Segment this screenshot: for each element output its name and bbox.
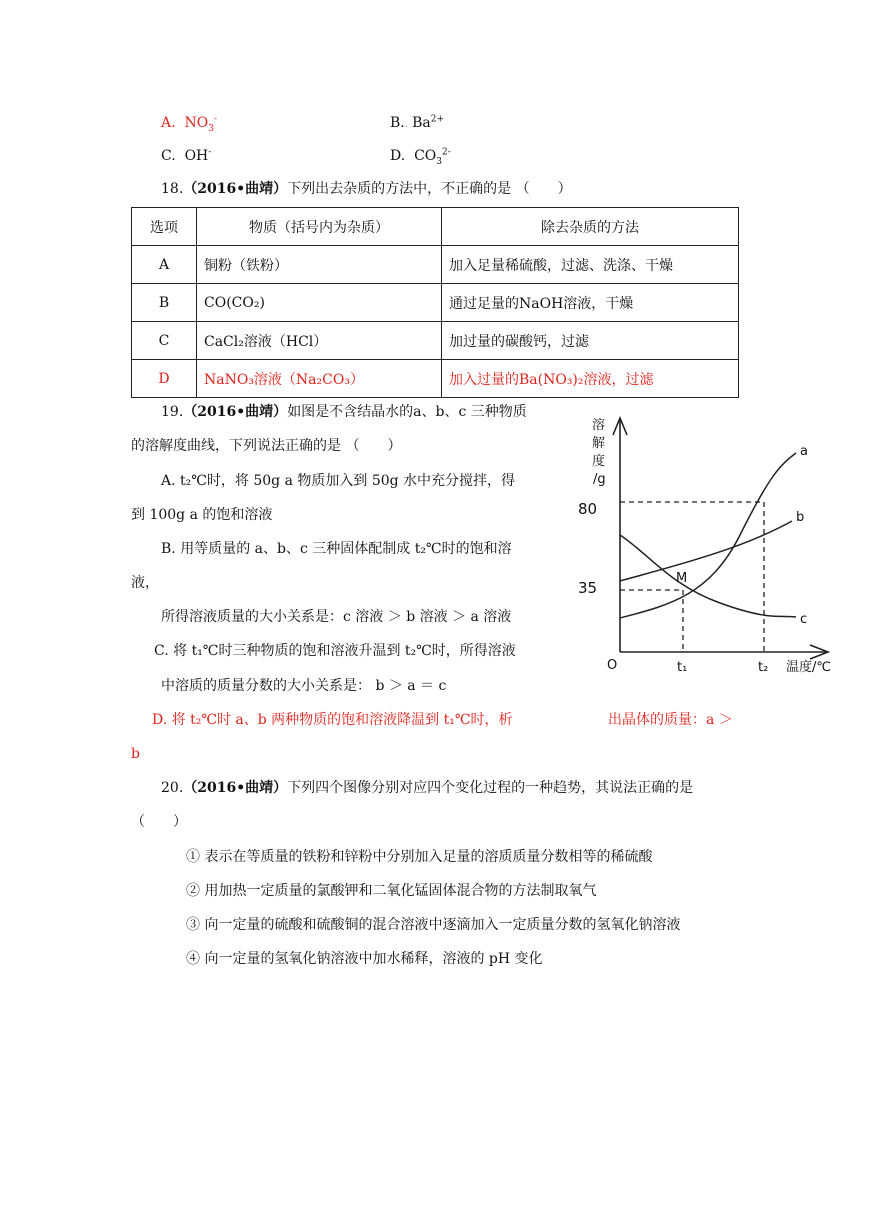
table-cell-method: 通过足量的NaOH溶液，干燥 bbox=[442, 284, 739, 322]
y-label-char: 解 bbox=[592, 436, 606, 451]
q17-option-c: C. OH- bbox=[161, 147, 212, 164]
curve-label-a: a bbox=[800, 444, 808, 459]
point-label-m: M bbox=[676, 571, 688, 586]
q20-item: ③ 向一定量的硫酸和硫酸铜的混合溶液中逐滴加入一定质量分数的氢氧化钠溶液 bbox=[186, 917, 681, 933]
table-cell-option: B bbox=[132, 284, 197, 322]
table-cell-method: 加过量的碳酸钙，过滤 bbox=[442, 322, 739, 360]
y-label-char: 溶 bbox=[592, 418, 606, 433]
q20-item: ② 用加热一定质量的氯酸钾和二氧化锰固体混合物的方法制取氧气 bbox=[186, 883, 597, 899]
q19-option-b-line1: B. 用等质量的 a、b、c 三种固体配制成 t₂℃时的饱和溶 bbox=[161, 541, 512, 557]
q19-option-b-line3: 所得溶液质量的大小关系是：c 溶液 ＞ b 溶液 ＞ a 溶液 bbox=[161, 609, 512, 625]
q19-option-d-line2: b bbox=[131, 746, 140, 762]
table-row bbox=[132, 322, 739, 360]
q20-item: ① 表示在等质量的铁粉和锌粉中分别加入足量的溶质质量分数相等的稀硫酸 bbox=[186, 849, 653, 865]
y-label-char: 度 bbox=[592, 454, 606, 469]
table-cell-option: D bbox=[132, 360, 197, 398]
curve-b bbox=[620, 521, 792, 581]
x-axis-label: 温度/℃ bbox=[786, 660, 831, 675]
q19-option-c-line1: C. 将 t₁℃时三种物质的饱和溶液升温到 t₂℃时，所得溶液 bbox=[154, 643, 516, 659]
q19-option-a-line2: 到 100g a 的饱和溶液 bbox=[131, 507, 273, 523]
table-cell-option: C bbox=[132, 322, 197, 360]
origin-label: O bbox=[607, 658, 618, 673]
table-cell-method: 加入过量的Ba(NO₃)₂溶液，过滤 bbox=[442, 360, 739, 398]
q19-option-d-line1b: 出晶体的质量：a ＞ bbox=[608, 712, 733, 728]
curve-label-c: c bbox=[800, 612, 808, 627]
table-row-answer bbox=[132, 360, 739, 398]
q20-stem: 20.（2016•曲靖）下列四个图像分别对应四个变化过程的一种趋势，其说法正确的是 bbox=[161, 780, 694, 796]
q20-paren: （ ） bbox=[131, 814, 187, 830]
solubility-chart bbox=[560, 405, 845, 690]
table-header-row bbox=[132, 208, 739, 246]
q19-stem-line2: 的溶解度曲线，下列说法正确的是 （ ） bbox=[131, 438, 402, 454]
table-header-cell: 除去杂质的方法 bbox=[442, 208, 739, 246]
table-header-cell: 选项 bbox=[132, 208, 197, 246]
q17-option-b: B.. $Ba^{2+}$ bbox=[390, 114, 444, 131]
q19-option-a-line1: A. t₂℃时，将 50g a 物质加入到 50g 水中充分搅拌，得 bbox=[161, 473, 516, 489]
q17-option-d: D. $CO_3^{2-}$ bbox=[390, 147, 451, 167]
table-row bbox=[132, 246, 739, 284]
y-label-char: /g bbox=[593, 472, 606, 487]
curve-a bbox=[620, 453, 796, 618]
q17-option-a: A. $NO_3^-$ bbox=[161, 114, 217, 134]
table-header-cell: 物质（括号内为杂质） bbox=[197, 208, 442, 246]
q19-stem-line1: 19.（2016•曲靖）如图是不含结晶水的a、b、c 三种物质 bbox=[161, 404, 527, 420]
y-tick-label: 80 bbox=[578, 500, 598, 518]
q18-table bbox=[131, 207, 739, 398]
q19-option-d-line1a: D. 将 t₂℃时 a、b 两种物质的饱和溶液降温到 t₁℃时，析 bbox=[152, 712, 513, 728]
table-cell-substance: CaCl₂溶液（HCl） bbox=[197, 322, 442, 360]
table-cell-substance: NaNO₃溶液（Na₂CO₃） bbox=[197, 360, 442, 398]
table-row bbox=[132, 284, 739, 322]
x-tick-label: t₂ bbox=[758, 660, 769, 675]
table-cell-method: 加入足量稀硫酸，过滤、洗涤、干燥 bbox=[442, 246, 739, 284]
table-cell-option: A bbox=[132, 246, 197, 284]
y-tick-label: 35 bbox=[578, 579, 598, 597]
q19-option-b-line2: 液， bbox=[131, 575, 159, 591]
q19-option-c-line2: 中溶质的质量分数的大小关系是： b ＞ a ＝ c bbox=[161, 678, 447, 694]
curve-label-b: b bbox=[796, 510, 805, 525]
curve-c bbox=[620, 535, 796, 617]
table-cell-substance: CO(CO₂) bbox=[197, 284, 442, 322]
x-tick-label: t₁ bbox=[677, 660, 688, 675]
table-cell-substance: 铜粉（铁粉） bbox=[197, 246, 442, 284]
q20-item: ④ 向一定量的氢氧化钠溶液中加水稀释，溶液的 pH 变化 bbox=[186, 951, 543, 967]
q18-stem: 18.（2016•曲靖）下列出去杂质的方法中，不正确的是 （ ） bbox=[161, 181, 572, 197]
